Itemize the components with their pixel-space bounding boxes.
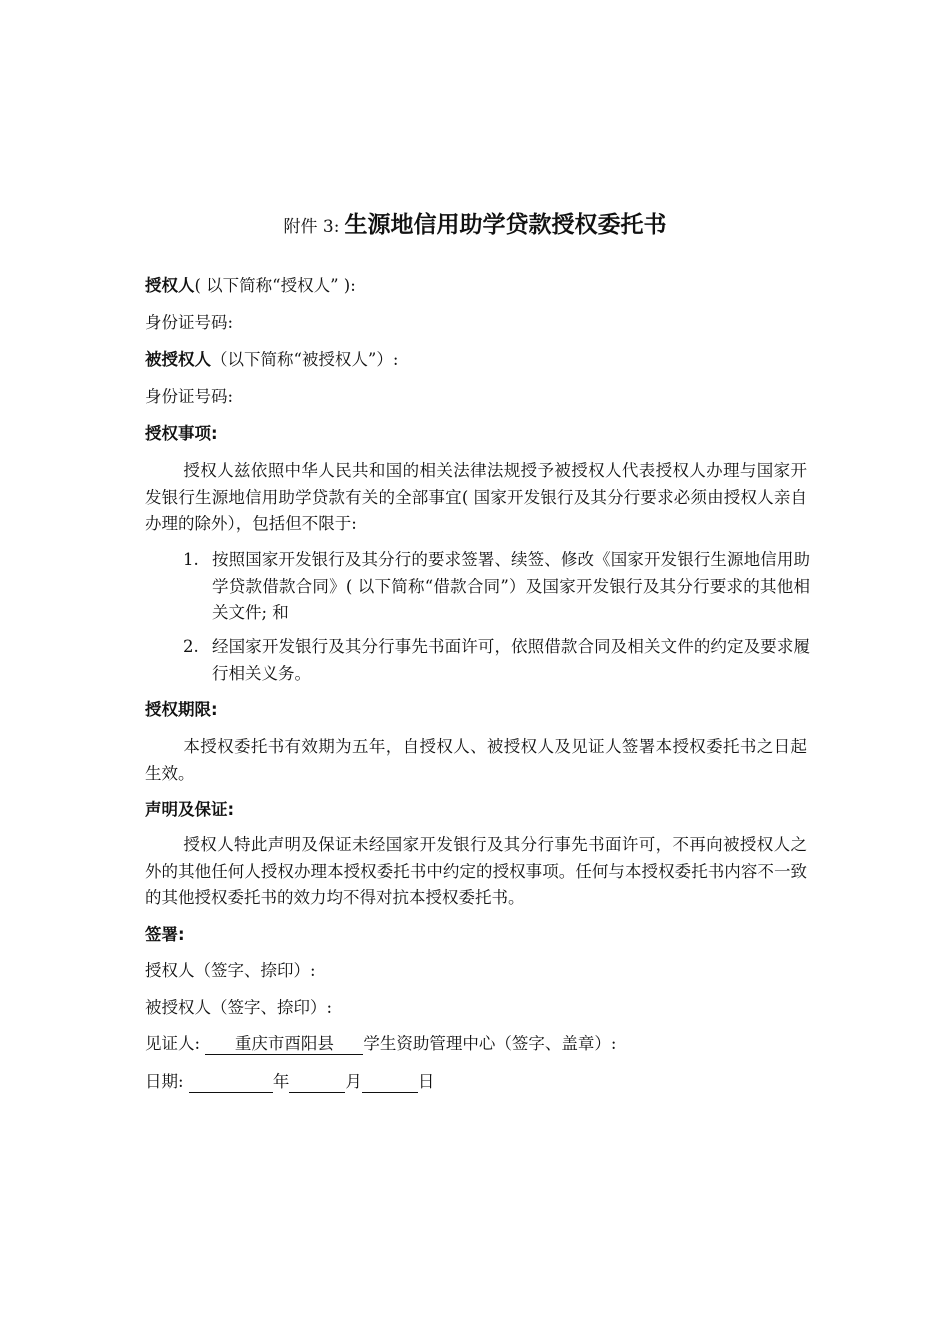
item-number: 2. bbox=[183, 637, 199, 656]
date-label: 日期: bbox=[145, 1072, 184, 1091]
grantee-line bbox=[145, 347, 810, 373]
period-heading: 授权期限: bbox=[145, 700, 218, 719]
witness-line bbox=[145, 1031, 810, 1057]
grantee-id-line: 身份证号码: bbox=[145, 387, 234, 406]
matters-item-1 bbox=[145, 547, 810, 627]
declaration-text: 授权人特此声明及保证未经国家开发银行及其分行事先书面许可，不再向被授权人之外的其他任何人授权办理本授权委托书中约定的授权事项。任何与本授权委托书内容不一致的其他授权委托书的效力均不得对抗本授权委托书。 bbox=[145, 835, 807, 907]
date-line bbox=[145, 1069, 810, 1095]
declaration-paragraph bbox=[145, 832, 807, 912]
matters-heading: 授权事项: bbox=[145, 424, 218, 443]
grantee-label: 被授权人 bbox=[145, 350, 211, 369]
grantor-signature-line: 授权人（签字、捺印）: bbox=[145, 961, 316, 980]
item-text: 经国家开发银行及其分行事先书面许可，依照借款合同及相关文件的约定及要求履行相关义务。 bbox=[212, 637, 810, 683]
item-number: 1. bbox=[183, 550, 199, 569]
period-text: 本授权委托书有效期为五年，自授权人、被授权人及见证人签署本授权委托书之日起生效。 bbox=[145, 737, 807, 783]
matters-intro-text: 授权人兹依照中华人民共和国的相关法律法规授予被授权人代表授权人办理与国家开发银行生源地信用助学贷款有关的全部事宜( 国家开发银行及其分行要求必须由授权人亲自办理的除外），包括但不限于: bbox=[145, 461, 807, 533]
matters-intro bbox=[145, 458, 807, 538]
grantor-line bbox=[145, 273, 810, 299]
document-title bbox=[0, 206, 950, 239]
grantor-suffix: ( 以下简称“授权人” ): bbox=[194, 276, 356, 295]
declaration-heading: 声明及保证: bbox=[145, 800, 235, 819]
witness-label: 见证人: bbox=[145, 1034, 201, 1053]
item-text: 按照国家开发银行及其分行的要求签署、续签、修改《国家开发银行生源地信用助学贷款借款合同》( 以下简称“借款合同”）及国家开发银行及其分行要求的其他相关文件; 和 bbox=[212, 550, 810, 622]
witness-suffix: 学生资助管理中心（签字、盖章）: bbox=[363, 1034, 617, 1053]
grantor-label: 授权人 bbox=[145, 276, 195, 295]
grantee-signature-line: 被授权人（签字、捺印）: bbox=[145, 998, 333, 1017]
matters-item-2 bbox=[145, 634, 810, 687]
signing-heading: 签署: bbox=[145, 925, 185, 944]
year-blank bbox=[189, 1072, 273, 1093]
day-blank bbox=[362, 1072, 418, 1093]
grantee-suffix: （以下简称“被授权人”）: bbox=[211, 350, 399, 369]
day-label: 日 bbox=[417, 1072, 435, 1091]
month-label: 月 bbox=[345, 1072, 362, 1091]
year-label: 年 bbox=[272, 1072, 290, 1091]
month-blank bbox=[289, 1072, 345, 1093]
witness-location: 重庆市酉阳县 bbox=[205, 1034, 363, 1055]
period-paragraph bbox=[145, 734, 807, 787]
attachment-label: 附件 3: bbox=[283, 217, 340, 237]
grantor-id-line: 身份证号码: bbox=[145, 313, 234, 332]
title-text: 生源地信用助学贷款授权委托书 bbox=[344, 212, 667, 238]
